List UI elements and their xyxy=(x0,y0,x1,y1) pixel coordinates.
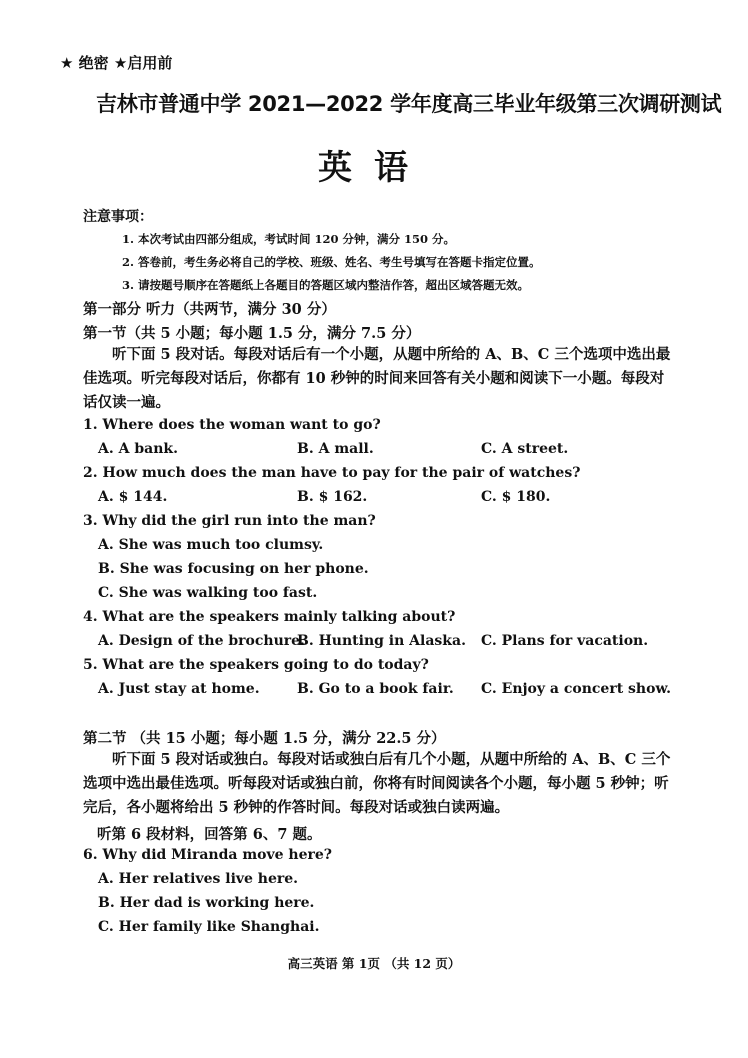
option-b: B. She was focusing on her phone. xyxy=(98,561,369,577)
option-a: A. Just stay at home. xyxy=(98,681,260,697)
note-item: 3. 请按题号顺序在答题纸上各题目的答题区域内整洁作答，超出区域答题无效。 xyxy=(122,278,530,292)
option-b: B. $ 162. xyxy=(297,489,368,505)
note-item: 1. 本次考试由四部分组成，考试时间 120 分钟，满分 150 分。 xyxy=(122,232,456,246)
option-c: C. Enjoy a concert show. xyxy=(481,681,671,697)
option-b: B. Her dad is working here. xyxy=(98,895,315,911)
option-a: A. Design of the brochure. xyxy=(98,633,305,649)
option-c: C. $ 180. xyxy=(481,489,551,505)
question-stem: 5. What are the speakers going to do today? xyxy=(83,657,429,673)
option-a: A. Her relatives live here. xyxy=(98,871,299,887)
note-item: 2. 答卷前，考生务必将自己的学校、班级、姓名、考生号填写在答题卡指定位置。 xyxy=(122,255,541,269)
notes-heading: 注意事项： xyxy=(83,209,153,225)
page-footer: 高三英语 第 1页 （共 12 页） xyxy=(287,956,461,971)
option-c: C. A street. xyxy=(481,441,569,457)
material-note: 听第 6 段材料，回答第 6、7 题。 xyxy=(97,826,322,843)
question-stem: 3. Why did the girl run into the man? xyxy=(83,513,376,529)
question-stem: 2. How much does the man have to pay for the pair of watches? xyxy=(83,465,581,481)
subject-title: 英语 xyxy=(318,148,430,188)
option-c: C. Plans for vacation. xyxy=(481,633,649,649)
exam-title: 吉林市普通中学 2021—2022 学年度高三毕业年级第三次调研测试 xyxy=(96,92,722,116)
option-b: B. Go to a book fair. xyxy=(297,681,454,697)
option-a: A. She was much too clumsy. xyxy=(98,537,324,553)
option-a: A. A bank. xyxy=(98,441,178,457)
question-stem: 6. Why did Miranda move here? xyxy=(83,847,332,863)
section1-instructions: 听下面 5 段对话。每段对话后有一个小题，从题中所给的 A、B、C 三个选项中选出最佳选项。听完每段对话后，你都有 10 秒钟的时间来回答有关小题和阅读下一小题。每段对话仅读一遍。 xyxy=(83,346,671,411)
option-b: B. Hunting in Alaska. xyxy=(297,633,466,649)
section1-title: 第一节（共 5 小题；每小题 1.5 分，满分 7.5 分） xyxy=(83,325,421,342)
confidential-mark: ★ 绝密 ★启用前 xyxy=(60,54,173,72)
part1-title: 第一部分 听力（共两节，满分 30 分） xyxy=(83,301,336,318)
question-stem: 4. What are the speakers mainly talking about? xyxy=(83,609,456,625)
section2-instructions: 听下面 5 段对话或独白。每段对话或独白后有几个小题，从题中所给的 A、B、C 三个选项中选出最佳选项。听每段对话或独白前，你将有时间阅读各个小题，每小题 5 秒钟；听完后，各小题将给出 5 秒钟的作答时间。每段对话或独白读两遍。 xyxy=(83,751,671,816)
section2-title: 第二节 （共 15 小题；每小题 1.5 分，满分 22.5 分） xyxy=(83,730,446,747)
question-stem: 1. Where does the woman want to go? xyxy=(83,417,381,433)
option-c: C. She was walking too fast. xyxy=(98,585,318,601)
option-c: C. Her family like Shanghai. xyxy=(98,919,320,935)
option-a: A. $ 144. xyxy=(98,489,168,505)
option-b: B. A mall. xyxy=(297,441,374,457)
